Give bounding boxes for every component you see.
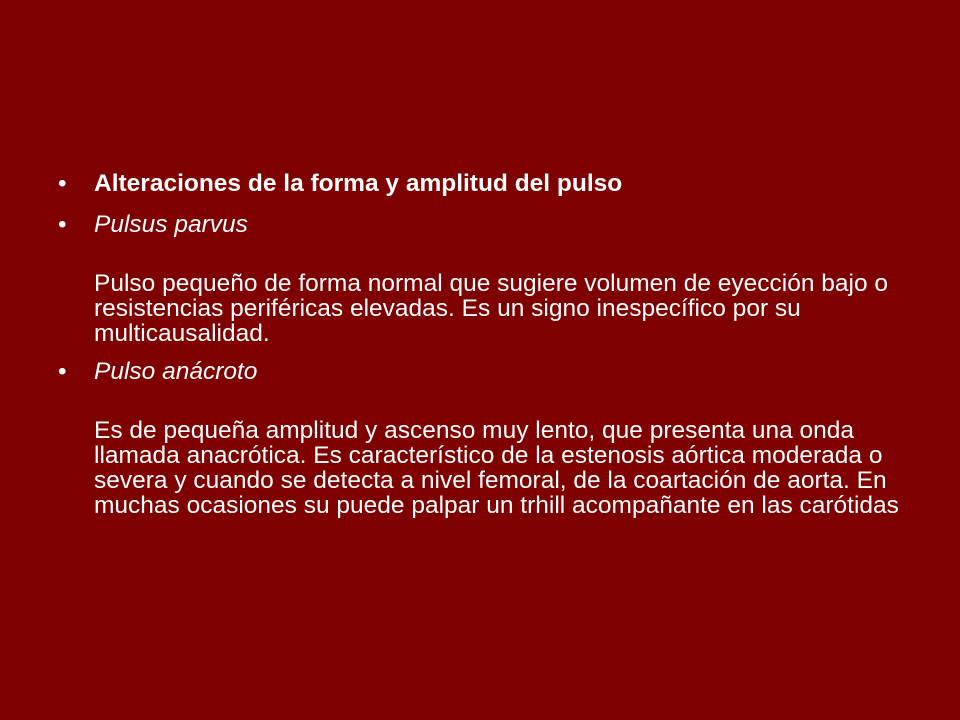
bullet-item-heading [58, 168, 918, 199]
bullet-list [58, 168, 918, 528]
bullet-icon: • [58, 211, 67, 238]
term-pulsus-parvus: Pulsus parvus [94, 211, 248, 238]
bullet-icon: • [58, 170, 67, 197]
bullet-icon: • [58, 358, 67, 385]
heading-text: Alteraciones de la forma y amplitud del pulso [94, 170, 623, 197]
description-pulsus-parvus: Pulso pequeño de forma normal que sugiere volumen de eyección bajo o resistencias periféricas elevadas. Es un signo inespecífico por su multicausalidad. [94, 270, 889, 347]
description-pulso-anacroto: Es de pequeña amplitud y ascenso muy lento, que presenta una onda llamada anacrótica. Es característico de la estenosis aórtica moderada o severa y cuando se detecta a nivel femoral, de la coartación de aorta. En muchas ocasiones su puede palpar un trhill acompañante en las carótidas [94, 417, 899, 519]
bullet-item-pulsus-parvus [58, 209, 918, 346]
bullet-item-pulso-anacroto [58, 356, 918, 518]
term-pulso-anacroto: Pulso anácroto [94, 358, 258, 385]
